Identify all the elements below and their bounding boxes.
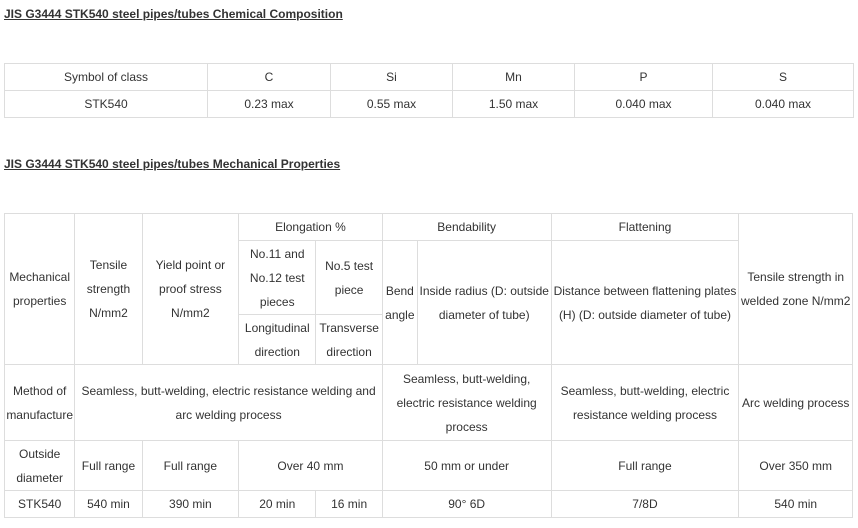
method-label: Method of manufacture xyxy=(5,365,75,441)
mechanical-properties-table xyxy=(4,213,853,518)
cell-transverse: 16 min xyxy=(316,491,382,518)
method-welded-zone: Arc welding process xyxy=(739,365,853,441)
cell-longitudinal: 20 min xyxy=(239,491,316,518)
cell-p: 0.040 max xyxy=(575,91,713,118)
cell-welded-zone: 540 min xyxy=(739,491,853,518)
outside-tensile: Full range xyxy=(75,441,142,491)
header-longitudinal: Longitudinal direction xyxy=(239,315,316,365)
header-flattening-distance: Distance between flattening plates (H) (D: outside diameter of tube) xyxy=(551,241,739,365)
method-tensile-elongation: Seamless, butt-welding, electric resistance welding and arc welding process xyxy=(75,365,382,441)
header-p: P xyxy=(575,64,713,91)
header-no11-no12: No.11 and No.12 test pieces xyxy=(239,241,316,315)
header-yield-point: Yield point or proof stress N/mm2 xyxy=(142,214,238,365)
method-flattening: Seamless, butt-welding, electric resistance welding process xyxy=(551,365,739,441)
table-row xyxy=(5,91,854,118)
table-header-row xyxy=(5,64,854,91)
header-s: S xyxy=(713,64,854,91)
method-bendability: Seamless, butt-welding, electric resistance welding process xyxy=(382,365,551,441)
outside-yield: Full range xyxy=(142,441,238,491)
outside-welded-zone: Over 350 mm xyxy=(739,441,853,491)
header-mechanical-properties: Mechanical properties xyxy=(5,214,75,365)
outside-flattening: Full range xyxy=(551,441,739,491)
header-bendability: Bendability xyxy=(382,214,551,241)
cell-flattening: 7/8D xyxy=(551,491,739,518)
cell-s: 0.040 max xyxy=(713,91,854,118)
header-inside-radius: Inside radius (D: outside diameter of tube) xyxy=(417,241,551,365)
chemical-composition-table xyxy=(4,63,854,118)
cell-grade: STK540 xyxy=(5,491,75,518)
composition-title: JIS G3444 STK540 steel pipes/tubes Chemical Composition xyxy=(4,7,343,21)
table-header-row xyxy=(5,214,853,241)
header-flattening: Flattening xyxy=(551,214,739,241)
mechanical-title: JIS G3444 STK540 steel pipes/tubes Mechanical Properties xyxy=(4,157,341,171)
cell-mn: 1.50 max xyxy=(453,91,575,118)
outside-bendability: 50 mm or under xyxy=(382,441,551,491)
cell-yield: 390 min xyxy=(142,491,238,518)
header-symbol-of-class: Symbol of class xyxy=(5,64,208,91)
header-elongation: Elongation % xyxy=(239,214,383,241)
table-row xyxy=(5,365,853,441)
header-tensile-strength: Tensile strength N/mm2 xyxy=(75,214,142,365)
outside-diameter-label: Outside diameter xyxy=(5,441,75,491)
table-row xyxy=(5,441,853,491)
header-bend-angle: Bend angle xyxy=(382,241,417,365)
header-transverse: Transverse direction xyxy=(316,315,382,365)
header-si: Si xyxy=(331,64,453,91)
cell-bendability: 90° 6D xyxy=(382,491,551,518)
cell-c: 0.23 max xyxy=(208,91,331,118)
header-tensile-strength-welded: Tensile strength in welded zone N/mm2 xyxy=(739,214,853,365)
outside-elongation: Over 40 mm xyxy=(239,441,383,491)
header-mn: Mn xyxy=(453,64,575,91)
header-c: C xyxy=(208,64,331,91)
cell-si: 0.55 max xyxy=(331,91,453,118)
header-no5: No.5 test piece xyxy=(316,241,382,315)
cell-class: STK540 xyxy=(5,91,208,118)
table-row xyxy=(5,491,853,518)
cell-tensile: 540 min xyxy=(75,491,142,518)
